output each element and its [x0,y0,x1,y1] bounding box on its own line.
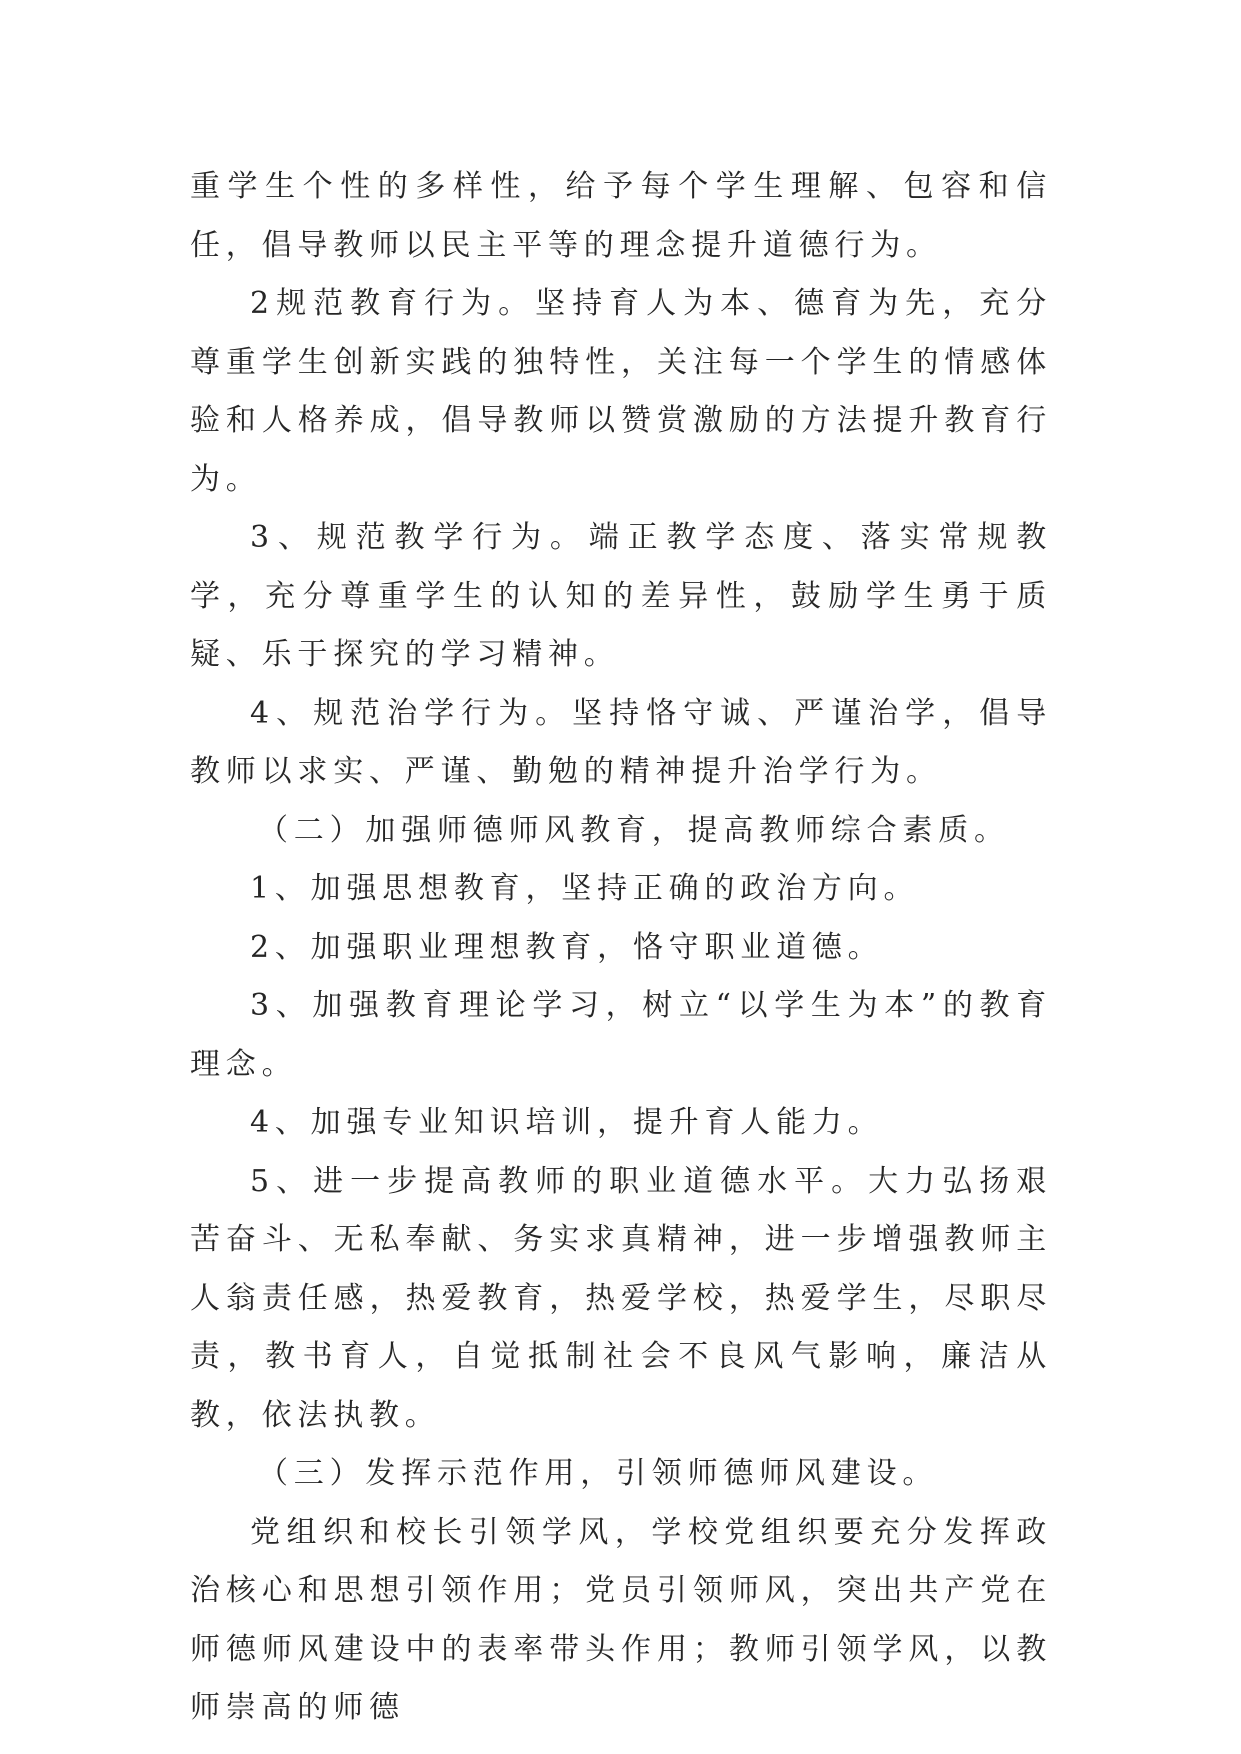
paragraph-item-3: 3、规范教学行为。端正教学态度、落实常规教学，充分尊重学生的认知的差异性，鼓励学生勇于质疑、乐于探究的学习精神。 [190,520,1052,672]
document-body [190,158,1052,1738]
section-heading-3: （三）发挥示范作用，引领师德师风建设。 [258,1456,939,1491]
paragraph-item-2: 2规范教育行为。坚持育人为本、德育为先，充分尊重学生创新实践的独特性，关注每一个学生的情感体验和人格养成，倡导教师以赞赏激励的方法提升教育行为。 [190,286,1052,497]
paragraph-3-body: 党组织和校长引领学风，学校党组织要充分发挥政治核心和思想引领作用；党员引领师风，突出共产党在师德师风建设中的表率带头作用；教师引领学风，以教师崇高的师德 [190,1514,1052,1725]
section-heading-2: （二）加强师德师风教育，提高教师综合素质。 [258,812,1010,848]
paragraph-item-4: 4、规范治学行为。坚持恪守诚、严谨治学，倡导教师以求实、严谨、勤勉的精神提升治学行为。 [190,695,1052,789]
paragraph-2-3: 3、加强教育理论学习，树立“以学生为本”的教育理念。 [190,988,1052,1082]
paragraph-2-5: 5、进一步提高教师的职业道德水平。大力弘扬艰苦奋斗、无私奉献、务实求真精神，进一步增强教师主人翁责任感，热爱教育，热爱学校，热爱学生，尽职尽责，教书育人，自觉抵制社会不良风气影响，廉洁从教，依法执教。 [190,1163,1052,1433]
paragraph-2-1: 1、加强思想教育，坚持正确的政治方向。 [250,871,920,906]
paragraph-continuation: 重学生个性的多样性，给予每个学生理解、包容和信任，倡导教师以民主平等的理念提升道德行为。 [190,169,1052,263]
paragraph-2-2: 2、加强职业理想教育，恪守职业道德。 [250,929,884,965]
paragraph-2-4: 4、加强专业知识培训，提升育人能力。 [250,1105,884,1140]
